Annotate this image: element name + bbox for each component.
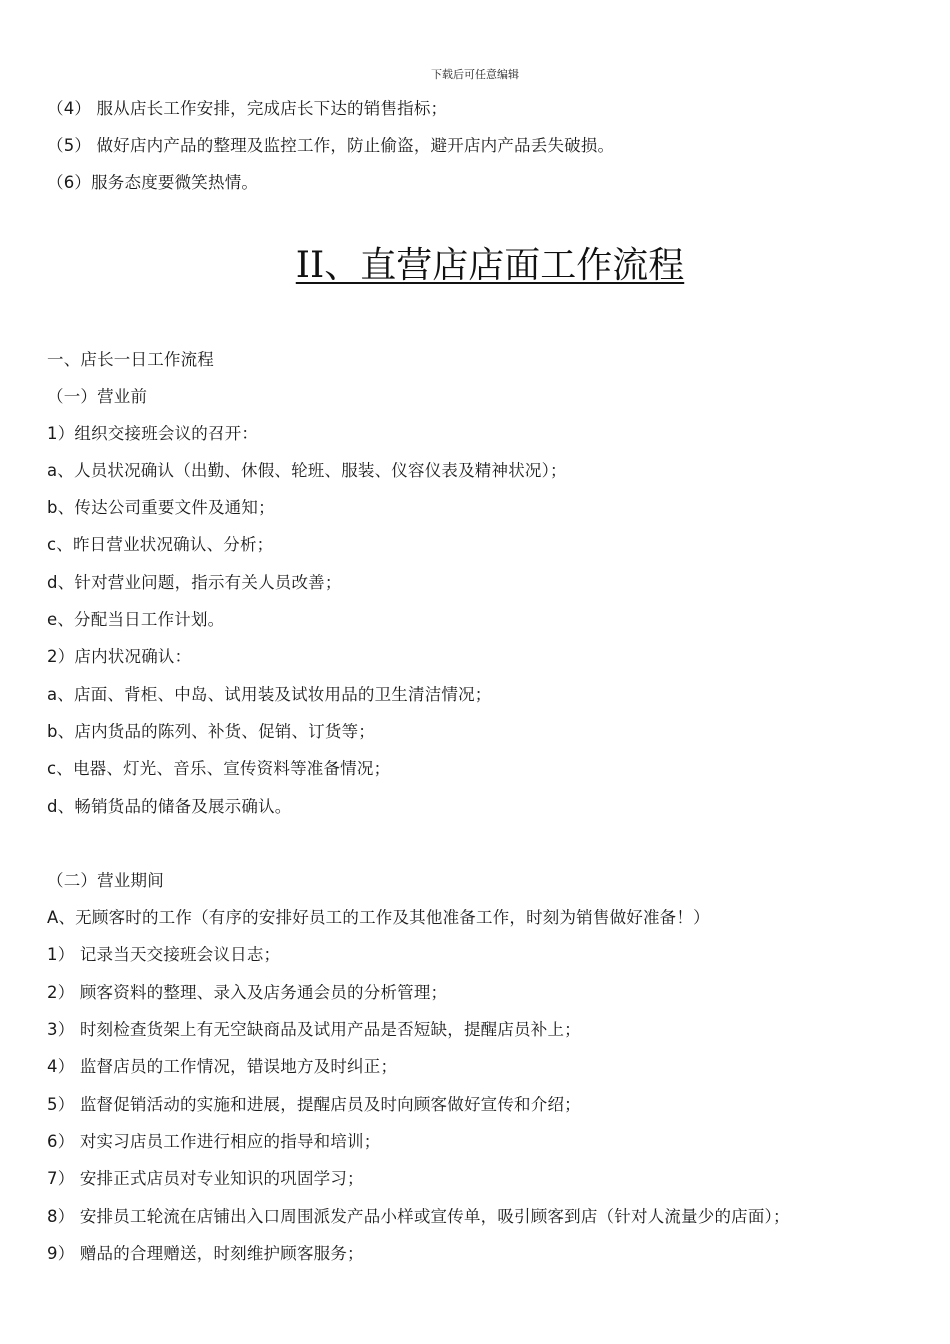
list-item: 8） 安排员工轮流在店铺出入口周围派发产品小样或宣传单，吸引顾客到店（针对人流量少的店面）； [47,1207,790,1226]
list-item: （4） 服从店长工作安排，完成店长下达的销售指标； [47,99,448,118]
group-title: 2）店内状况确认： [47,647,192,666]
list-item: 6） 对实习店员工作进行相应的指导和培训； [47,1132,381,1151]
list-item: d、针对营业问题，指示有关人员改善； [47,573,342,592]
group-title: A、无顾客时的工作（有序的安排好员工的工作及其他准备工作，时刻为销售做好准备！） [47,908,710,927]
group-title: 1）组织交接班会议的召开： [47,424,259,443]
section-title: II、直营店店面工作流程 [295,245,685,286]
list-item: c、昨日营业状况确认、分析； [47,535,274,554]
list-item: 5） 监督促销活动的实施和进展，提醒店员及时向顾客做好宣传和介绍； [47,1095,581,1114]
subheading: （一）营业前 [47,387,148,406]
list-item: （6）服务态度要微笑热情。 [47,173,259,192]
list-item: e、分配当日工作计划。 [47,610,225,629]
list-item: b、传达公司重要文件及通知； [47,498,275,517]
list-item: （5） 做好店内产品的整理及监控工作，防止偷盗，避开店内产品丢失破损。 [47,136,615,155]
list-item: 2） 顾客资料的整理、录入及店务通会员的分析管理； [47,983,448,1002]
list-item: a、店面、背柜、中岛、试用装及试妆用品的卫生清洁情况； [47,685,492,704]
list-item: 7） 安排正式店员对专业知识的巩固学习； [47,1169,364,1188]
heading: 一、店长一日工作流程 [47,350,214,369]
list-item: c、电器、灯光、音乐、宣传资料等准备情况； [47,759,391,778]
list-item: 4） 监督店员的工作情况，错误地方及时纠正； [47,1057,398,1076]
list-item: a、人员状况确认（出勤、休假、轮班、服装、仪容仪表及精神状况）； [47,461,567,480]
list-item: 1） 记录当天交接班会议日志； [47,945,281,964]
list-item: 9） 赠品的合理赠送，时刻维护顾客服务； [47,1244,364,1263]
subheading: （二）营业期间 [47,871,164,890]
list-item: b、店内货品的陈列、补货、促销、订货等； [47,722,375,741]
header-note: 下载后可任意编辑 [431,68,519,81]
list-item: 3） 时刻检查货架上有无空缺商品及试用产品是否短缺，提醒店员补上； [47,1020,581,1039]
list-item: d、畅销货品的储备及展示确认。 [47,797,292,816]
